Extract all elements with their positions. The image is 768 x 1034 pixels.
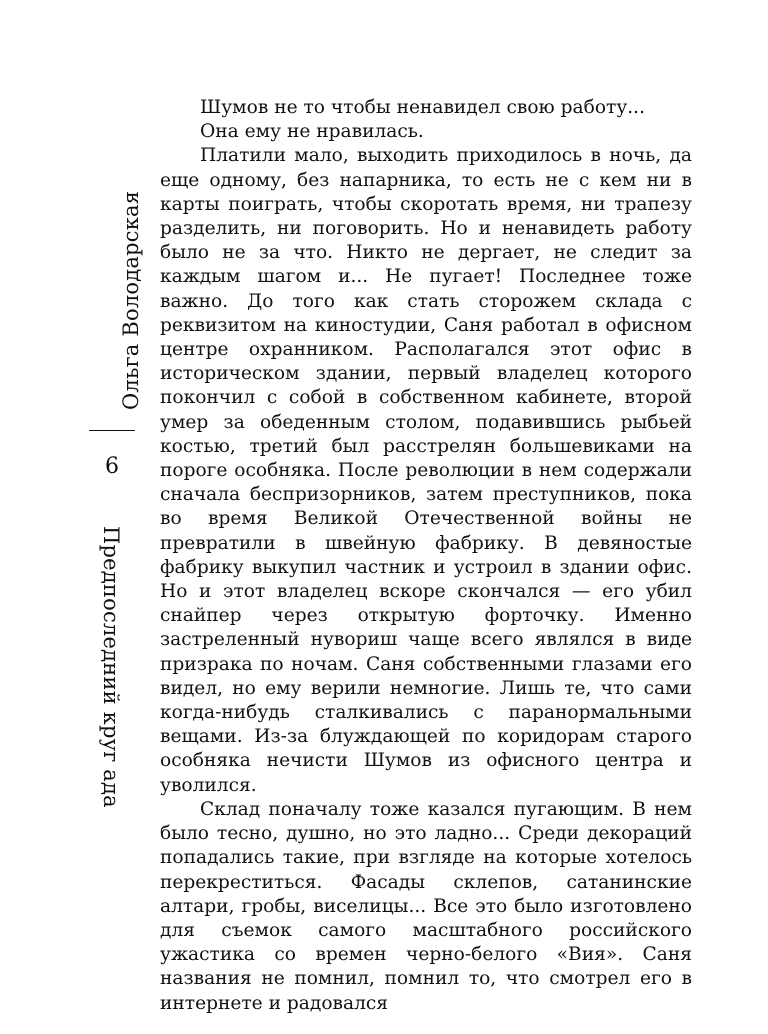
running-header-book-title: Предпоследний круг ада	[99, 526, 123, 808]
running-header-divider	[89, 430, 135, 431]
body-text	[160, 96, 692, 1016]
paragraph: Склад поначалу тоже казался пугающим. В нем было тесно, душно, но это ладно... Среди декораций попадались такие, при взгляде на которые хотелось перекреститься. Фасады склепов, сатанинские алтари, гробы, виселицы... Все это было изготовлено для съемок самого масштабного российского ужастика со времен черно-белого «Вия». Саня названия не помнил, помнил то, что смотрел его в интернете и радовался	[160, 798, 692, 1014]
paragraph: Платили мало, выходить приходилось в ночь, да еще одному, без напарника, то есть не с кем ни в карты поиграть, чтобы скоротать время, ни трапезу разделить, ни поговорить. Но и ненавидеть работу было не за что. Никто не дергает, не следит за каждым шагом и... Не пугает! Последнее тоже важно. До того как стать сторожем склада с реквизитом на киностудии, Саня работал в офисном центре охранником. Располагался этот офис в историческом здании, первый владелец которого покончил с собой в собственном кабинете, второй умер за обеденным столом, подавившись рыбьей костью, третий был расстрелян большевиками на пороге особняка. После революции в нем содержали сначала беспризорников, затем преступников, пока во время Великой Отечественной войны не превратили в швейную фабрику. В девяностые фабрику выкупил частник и устроил в здании офис. Но и этот владелец вскоре скончался — его убил снайпер через открытую форточку. Именно застреленный нувориш чаще всего являлся в виде призрака по ночам. Саня собственными глазами его видел, но ему верили немногие. Лишь те, что сами когда-нибудь сталкивались с паранормальными вещами. Из-за блуждающей по коридорам старого особняка нечисти Шумов из офисного центра и уволился.	[160, 145, 692, 796]
page-number: 6	[105, 454, 119, 479]
running-header-author: Ольга Володарская	[119, 190, 143, 410]
paragraph: Шумов не то чтобы ненавидел свою работу...	[200, 97, 645, 118]
paragraph: Она ему не нравилась.	[200, 121, 424, 143]
running-header	[86, 180, 146, 840]
